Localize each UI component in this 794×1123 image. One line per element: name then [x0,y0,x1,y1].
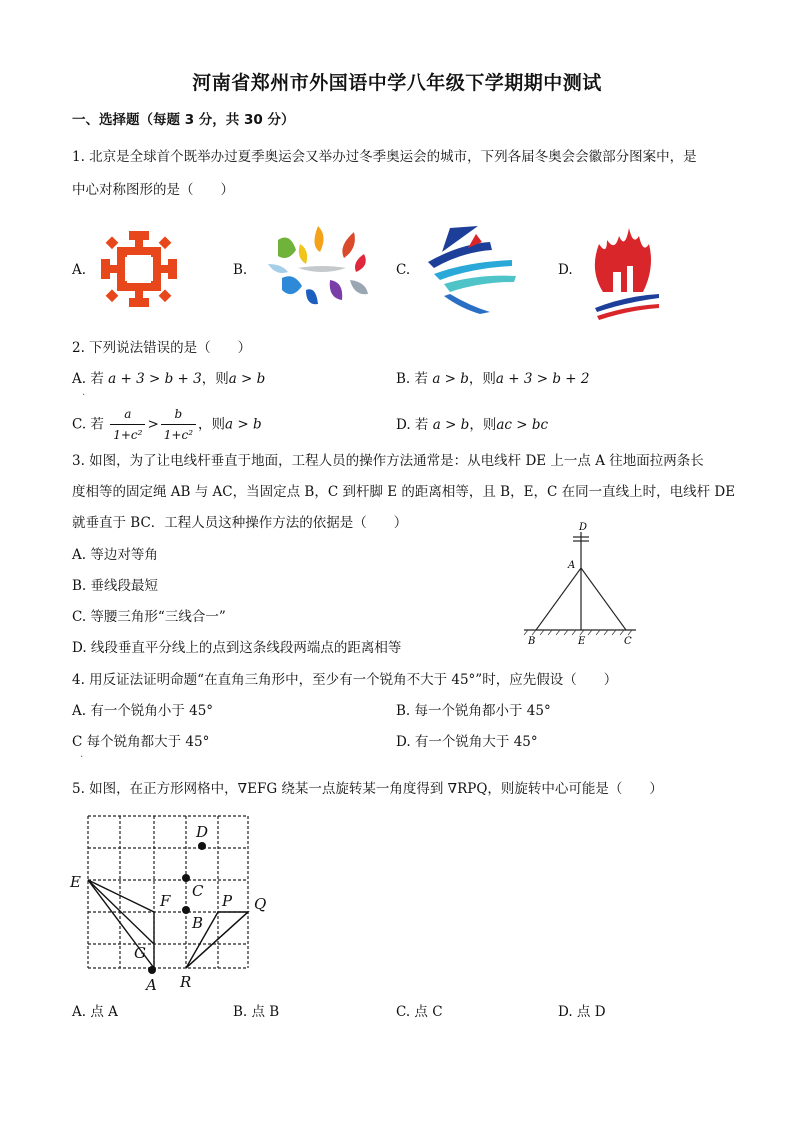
q4-option-d: D. 有一个锐角大于 45° [396,734,538,750]
q5-stem: 5. 如图，在正方形网格中，∇EFG 绕某一点旋转某一角度得到 ∇RPQ，则旋转中心可能是（ ） [72,781,663,797]
q2-c-concl: a > b [225,416,262,433]
q5-label-d: D [196,823,209,841]
section-heading: 一、选择题（每题 3 分，共 30 分） [72,112,295,128]
q3-option-b: B. 垂线段最短 [72,578,159,594]
dot-mark: · [82,390,86,401]
vancouver-emblem-icon [585,210,665,328]
q4-option-c: C 每个锐角都大于 45° [72,734,210,750]
q5-option-d: D. 点 D [558,1004,606,1020]
q3-label-d: D [579,522,588,533]
q2-b-expr: a > b [432,371,469,387]
q5-grid-figure [68,812,284,992]
q1-option-b: B. [233,262,248,278]
q1-option-c: C. [396,262,411,278]
q5-option-a: A. 点 A [72,1004,118,1020]
q5-label-p: P [222,892,233,910]
q2-b-concl: a + 3 > b + 2 [495,371,590,387]
q4-stem: 4. 用反证法证明命题“在直角三角形中，至少有一个锐角不大于 45°”时，应先假设（ ） [72,672,618,688]
q2-option-c [72,404,262,445]
q2-stem: 2. 下列说法错误的是（ ） [72,340,252,356]
q2-c-den2: 1+c² [163,428,194,442]
q1-line1: 1. 北京是全球首个既举办过夏季奥运会又举办过冬季奥运会的城市，下列各届冬奥会会徽部分图案中，是 [72,149,697,165]
q2-c-num2: b [161,404,196,425]
q2-d-concl: ac > bc [496,417,549,433]
q2-d-prefix: D. 若 [396,417,429,433]
q3-label-c: C [624,636,632,647]
q2-c-den1: 1+c² [113,428,143,442]
q4-option-b: B. 每一个锐角都小于 45° [396,703,551,719]
q5-label-e: E [70,873,81,891]
q2-c-prefix: C. 若 [72,416,104,433]
beijing-2022-emblem-icon [420,222,520,318]
q2-b-prefix: B. 若 [396,371,429,387]
q3-label-a: A [568,560,576,571]
q1-option-a: A. [72,262,87,278]
q5-option-b: B. 点 B [233,1004,280,1020]
q3-line2: 度相等的固定绳 AB 与 AC，当固定点 B，C 到杆脚 E 的距离相等，且 B，E，C 在同一直线上时，电线杆 DE [72,484,736,500]
q5-label-f: F [160,892,171,910]
q3-label-e: E [578,636,586,647]
q2-d-expr: a > b [432,417,470,433]
q2-a-concl: a > b [228,371,266,387]
q5-label-r: R [180,973,192,991]
q2-option-a [72,369,265,389]
q2-c-fraction-1 [110,404,145,445]
q3-label-b: B [528,636,536,647]
q2-a-prefix: A. 若 [72,371,104,387]
turin-emblem-icon [258,220,386,318]
q1-line2: 中心对称图形的是（ ） [72,182,234,198]
q2-a-mid: ，则 [201,371,229,387]
q3-option-d: D. 线段垂直平分线上的点到这条线段两端点的距离相等 [72,640,402,656]
q2-d-mid: ，则 [469,417,497,433]
q3-option-a: A. 等边对等角 [72,547,158,563]
q5-label-g: G [134,944,146,962]
q5-label-b: B [192,914,204,932]
q3-line1: 3. 如图，为了让电线杆垂直于地面，工程人员的操作方法通常是：从电线杆 DE 上一点 A 往地面拉两条长 [72,453,704,469]
q5-label-q: Q [254,895,267,913]
q2-option-b [396,369,589,389]
q3-pole-figure [520,518,640,648]
q3-option-c: C. 等腰三角形“三线合一” [72,609,226,625]
q2-a-expr: a + 3 > b + 3 [108,371,202,387]
q2-option-d [396,415,548,435]
q3-line3: 就垂直于 BC．工程人员这种操作方法的依据是（ ） [72,515,408,531]
q4-option-a: A. 有一个锐角小于 45° [72,703,214,719]
q2-c-num1: a [110,404,145,425]
beijing-emblem-icon [98,228,180,310]
q2-b-mid: ，则 [468,371,496,387]
q5-label-c: C [192,882,204,900]
q2-c-mid: ，则 [198,416,226,433]
q5-option-c: C. 点 C [396,1004,443,1020]
q2-c-fraction-2 [161,404,196,445]
page-title: 河南省郑州市外国语中学八年级下学期期中测试 [192,72,602,94]
q2-c-gt: > [147,416,159,433]
q1-option-d: D. [558,262,573,278]
q5-label-a: A [146,976,157,992]
dot-mark: · [80,752,84,763]
